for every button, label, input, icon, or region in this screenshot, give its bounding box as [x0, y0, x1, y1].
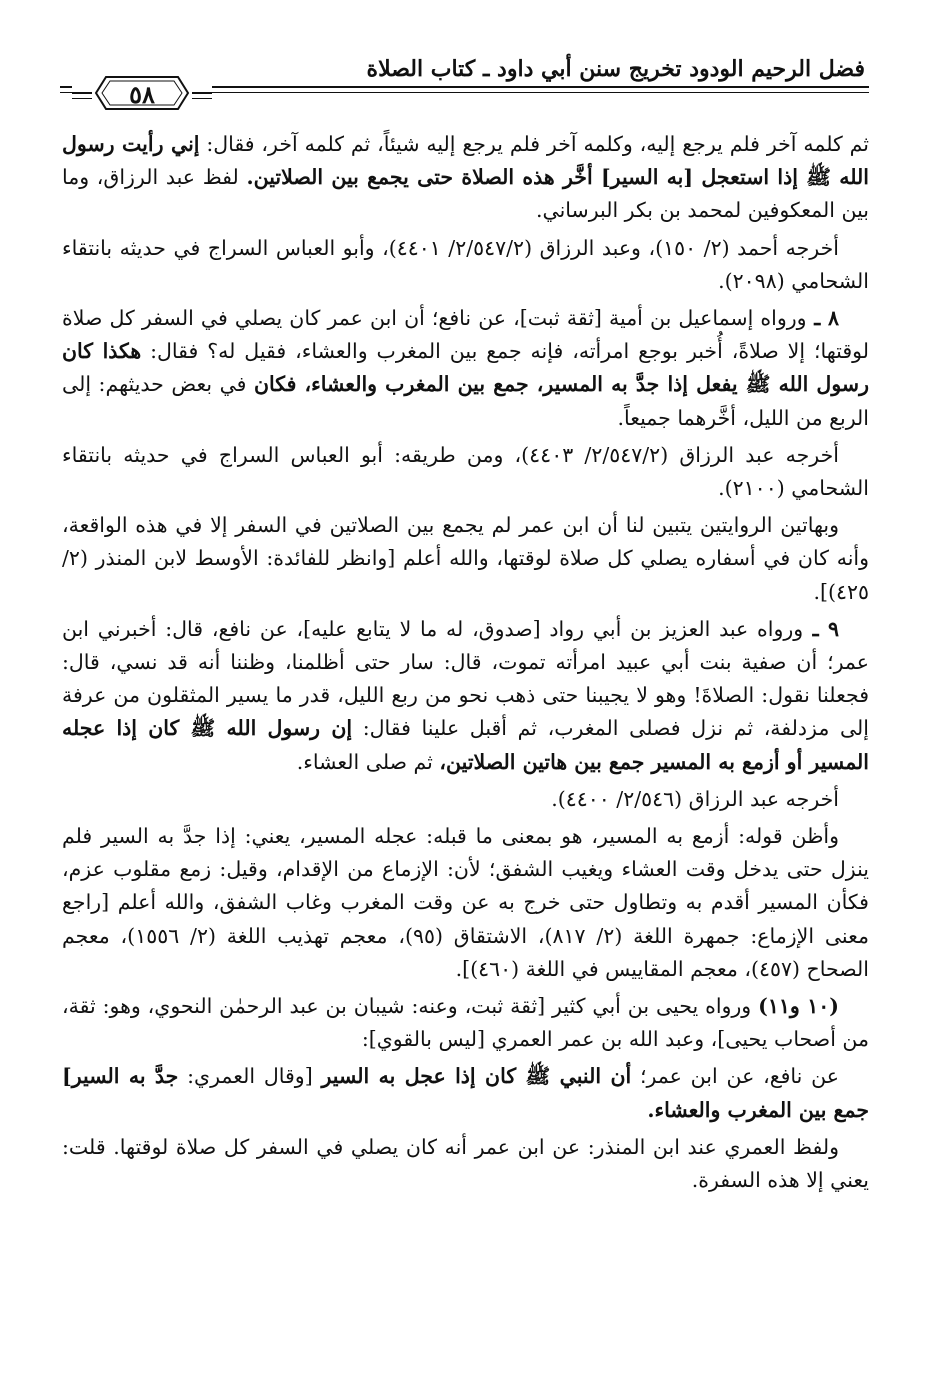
paragraph [62, 1060, 869, 1126]
text-segment: لفظ عبد الرزاق، وما بين المعكوفين لمحمد بن بكر البرساني. [62, 165, 869, 223]
paragraph [62, 439, 869, 505]
paragraph [62, 302, 869, 435]
page-number-ornament [72, 72, 212, 116]
bold-text-segment: ٩ ـ [803, 616, 839, 641]
bold-text-segment: ٨ ـ [806, 306, 840, 331]
bold-text-segment: أن النبي ﷺ كان إذا عجل به السير [321, 1064, 632, 1089]
ornament-line-left [72, 92, 92, 94]
bold-text-segment: (١٠ و١١) [758, 994, 839, 1019]
text-segment: ورواه عبد العزيز بن أبي رواد [صدوق، له ما لا يتابع عليه]، عن نافع، قال: أخبرني ابن عمر؛ أن صفية بنت أبي عبيد امرأته تموت، قال: سار حتى أظلمنا، وظننا أنه قد نسي، قال: فجعلنا نقول: الصلاةَ! وهو لا يجيبنا حتى ذهب نحو من ربع الليل، قدر ما يسير المثقلون من عرفة إلى مزدلفة، ثم نزل فصلى المغرب، ثم أقبل علينا فقال: [62, 616, 869, 741]
text-segment: ولفظ العمري عند ابن المنذر: عن ابن عمر أنه كان يصلي في السفر كل صلاة لوقتها. قلت: يعني إلا هذه السفرة. [62, 1134, 869, 1193]
text-segment: [وقال العمري: [178, 1064, 322, 1089]
text-segment: أخرجه أحمد (٢/ ١٥٠)، وعبد الرزاق (٢/٥٤٧/٢/ ٤٤٠١)، وأبو العباس السراج في حديثه بانتقاء الشحامي (٢٠٩٨). [62, 235, 869, 293]
text-segment: أخرجه عبد الرزاق (٢/٥٤٧/٢/ ٤٤٠٣)، ومن طريقه: أبو العباس السراج في حديثه بانتقاء الشحامي (٢١٠٠). [62, 442, 869, 501]
text-segment: وأظن قوله: أزمع به المسير، هو بمعنى ما قبله: عجله المسير، يعني: إذا جدَّ به السير فلم ينزل حتى يدخل وقت العشاء ويغيب الشفق؛ لأن: الإزماع من الإقدام، وقيل: زمع مقلوب عزم، فكأن المسير أقدم به وتطاول حتى خرج به عن وقت المغرب وغاب الشفق، والله أعلم [راجع معنى الإزماع: جمهرة اللغة (٢/ ٨١٧)، الاشتقاق (٩٥)، معجم تهذيب اللغة (٢/ ١٥٥٦)، معجم الصحاح (٤٥٧)، معجم المقاييس في اللغة (٤٦٠)]. [62, 824, 869, 981]
bold-text-segment: إن رسول الله ﷺ كان إذا عجله المسير أو أزمع به المسير جمع بين هاتين الصلاتين، [62, 716, 869, 774]
text-segment: في بعض حديثهم: إلى الربع من الليل، أخَّرهما جميعاً. [62, 372, 869, 430]
main-text [62, 128, 869, 1201]
bold-text-segment: إني رأيت رسول الله ﷺ إذا استعجل [به السير] أخَّر هذه الصلاة حتى يجمع بين الصلاتين. [62, 132, 869, 190]
ornament-line-right-thin [192, 98, 212, 99]
text-segment: أخرجه عبد الرزاق (٢/٥٤٦/ ٤٤٠٠). [551, 786, 839, 811]
running-title: فضل الرحيم الودود تخريج سنن أبي داود ـ كتاب الصلاة [366, 56, 865, 82]
paragraph [62, 783, 869, 816]
paragraph [62, 128, 869, 228]
bold-text-segment: جدَّ به السير] جمع بين المغرب والعشاء. [62, 1064, 869, 1122]
text-segment: ورواه إسماعيل بن أمية [ثقة ثبت]، عن نافع؛ أن ابن عمر كان يصلي في السفر كل صلاة لوقتها؛ إلا صلاةً، أُخبر بوجع امرأته، فإنه جمع بين المغرب والعشاء، فقيل له؟ فقال: [62, 306, 869, 364]
page-number: ٥٨ [129, 80, 155, 109]
text-segment: وبهاتين الروايتين يتبين لنا أن ابن عمر لم يجمع بين الصلاتين في السفر إلا في هذه الواقعة، وأنه كان في أسفاره يصلي كل صلاة لوقتها، والله أعلم [وانظر للفائدة: الأوسط لابن المنذر (٢/ ٤٢٥)]. [62, 513, 869, 604]
text-segment: ثم صلى العشاء. [296, 749, 440, 774]
paragraph [62, 820, 869, 986]
ornament-line-right [192, 92, 212, 94]
page-header [60, 52, 869, 122]
paragraph [62, 232, 869, 298]
paragraph [62, 1131, 869, 1197]
bold-text-segment: هكذا كان رسول الله ﷺ يفعل إذا جدَّ به المسير، جمع بين المغرب والعشاء، فكان [62, 339, 869, 397]
paragraph [62, 509, 869, 609]
ornament-line-left-thin [72, 98, 92, 99]
text-segment: ورواه يحيى بن أبي كثير [ثقة ثبت، وعنه: شيبان بن عبد الرحمٰن النحوي، وهو: ثقة، من أصحاب يحيى]، وعبد الله بن عمر العمري [ليس بالقوي]: [62, 994, 869, 1052]
text-segment: ثم كلمه آخر فلم يرجع إليه، وكلمه آخر فلم يرجع إليه شيئاً، ثم كلمه آخر، فقال: [199, 132, 869, 156]
paragraph [62, 613, 869, 779]
text-segment: عن نافع، عن ابن عمر؛ [631, 1064, 839, 1089]
paragraph [62, 990, 869, 1056]
